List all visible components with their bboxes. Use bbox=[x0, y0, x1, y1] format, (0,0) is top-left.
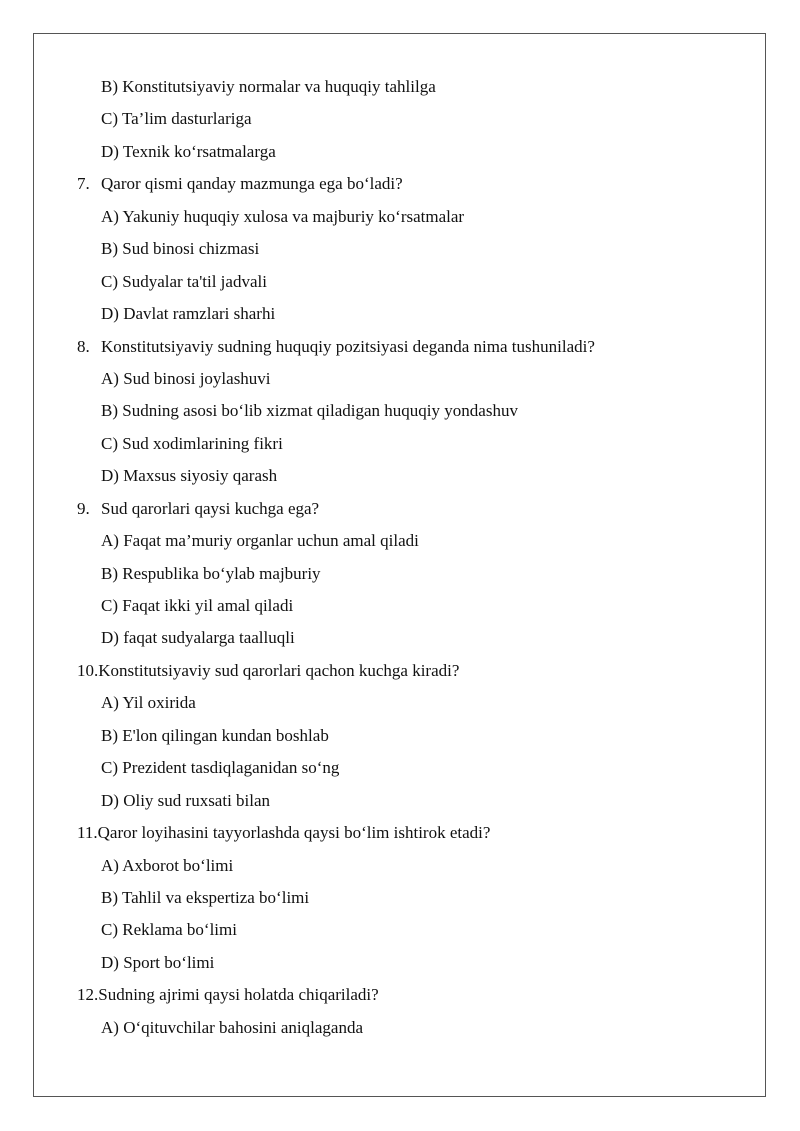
question-number: 7. bbox=[77, 174, 90, 194]
answer-option: B) Respublika bo‘ylab majburiy bbox=[101, 563, 321, 583]
question-10 bbox=[0, 658, 800, 690]
answer-option: D) faqat sudyalarga taalluqli bbox=[101, 628, 295, 648]
answer-option: B) Sudning asosi bo‘lib xizmat qiladigan huquqiy yondashuv bbox=[101, 401, 518, 421]
question-number: 10. bbox=[77, 660, 99, 680]
question-9 bbox=[0, 496, 800, 528]
answer-option: A) Yakuniy huquqiy xulosa va majburiy ko‘rsatmalar bbox=[101, 206, 465, 226]
answer-option: D) Oliy sud ruxsati bilan bbox=[101, 790, 271, 810]
answer-option: A) Sud binosi joylashuvi bbox=[101, 368, 271, 388]
answer-option: C) Reklama bo‘limi bbox=[101, 920, 237, 940]
question-7 bbox=[0, 171, 800, 203]
question-text: Sud qarorlari qaysi kuchga ega? bbox=[101, 498, 320, 518]
answer-option: D) Maxsus siyosiy qarash bbox=[101, 466, 278, 486]
question-number: 11. bbox=[77, 823, 98, 843]
question-text: Qaror qismi qanday mazmunga ega bo‘ladi? bbox=[101, 174, 403, 194]
answer-option: C) Prezident tasdiqlaganidan so‘ng bbox=[101, 758, 340, 778]
document-content bbox=[0, 74, 800, 1047]
question-text: Qaror loyihasini tayyorlashda qaysi bo‘lim ishtirok etadi? bbox=[97, 823, 491, 843]
answer-option: C) Sud xodimlarining fikri bbox=[101, 433, 283, 453]
answer-option: C) Sudyalar ta'til jadvali bbox=[101, 271, 267, 291]
question-number: 9. bbox=[77, 498, 90, 518]
answer-option: B) E'lon qilingan kundan boshlab bbox=[101, 725, 329, 745]
question-12 bbox=[0, 982, 800, 1014]
answer-option: C) Faqat ikki yil amal qiladi bbox=[101, 596, 294, 615]
question-8 bbox=[0, 334, 800, 366]
question-text: Sudning ajrimi qaysi holatda chiqariladi? bbox=[98, 985, 379, 1005]
answer-option: A) Axborot bo‘limi bbox=[101, 855, 234, 875]
question-text: Konstitutsiyaviy sudning huquqiy pozitsiyasi deganda nima tushuniladi? bbox=[101, 336, 595, 356]
answer-option: D) Texnik ko‘rsatmalarga bbox=[101, 141, 276, 161]
question-11 bbox=[0, 820, 800, 852]
answer-option: B) Konstitutsiyaviy normalar va huquqiy tahlilga bbox=[101, 77, 436, 96]
answer-option: A) Faqat ma’muriy organlar uchun amal qiladi bbox=[101, 531, 419, 551]
question-text: Konstitutsiyaviy sud qarorlari qachon kuchga kiradi? bbox=[98, 660, 460, 680]
answer-option: A) O‘qituvchilar bahosini aniqlaganda bbox=[101, 1017, 364, 1037]
answer-option: C) Ta’lim dasturlariga bbox=[101, 109, 252, 129]
question-number: 12. bbox=[77, 985, 99, 1005]
answer-option: A) Yil oxirida bbox=[101, 693, 196, 713]
answer-option: D) Sport bo‘limi bbox=[101, 952, 215, 972]
answer-option: B) Tahlil va ekspertiza bo‘limi bbox=[101, 887, 310, 907]
question-number: 8. bbox=[77, 336, 90, 356]
answer-option: B) Sud binosi chizmasi bbox=[101, 239, 260, 259]
answer-option: D) Davlat ramzlari sharhi bbox=[101, 304, 276, 324]
